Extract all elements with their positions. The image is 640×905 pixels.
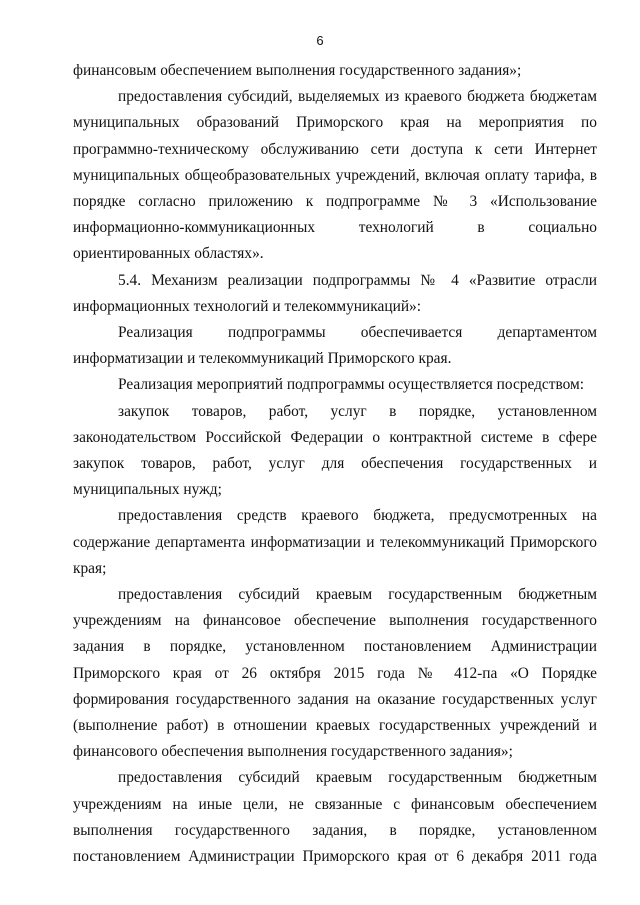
page-number: 6 xyxy=(316,33,324,48)
document-body xyxy=(73,58,597,870)
paragraph-subsidies-municipal: предоставления субсидий, выделяемых из краевого бюджета бюджетам муниципальных образований Приморского края на мероприятия по программно-техническому обслуживанию сети доступа к сети Интернет муниципальных общеобразовательных учреждений, включая оплату тарифа, в порядке согласно приложению к подпрограмме № 3 «Использование информационно-коммуникационных технологий в социально ориентированных областях». xyxy=(73,88,597,263)
paragraph-budget-funds: предоставления средств краевого бюджета, предусмотренных на содержание департамента информатизации и телекоммуникаций Приморского края; xyxy=(73,507,597,577)
paragraph-subsidies-state-task: предоставления субсидий краевым государственным бюджетным учреждениям на финансовое обеспечение выполнения государственного задания в порядке, установленном постановлением Администрации Приморского края от 26 октября 2015 года № 412-па «О Порядке формирования государственного задания на оказание государственных услуг (выполнение работ) в отношении краевых государственных учреждений и финансового обеспечения выполнения государственного задания»; xyxy=(73,586,597,761)
paragraph-subsidies-other-purposes: предоставления субсидий краевым государственным бюджетным учреждениям на иные цели, не связанные с финансовым обеспечением выполнения государственного задания, в порядке, установленном постановлением Администрации Приморского края от 6 декабря 2011 года xyxy=(73,769,597,866)
paragraph-implementation-means: Реализация мероприятий подпрограммы осуществляется посредством: xyxy=(118,376,585,394)
paragraph-section-5-4-heading: 5.4. Механизм реализации подпрограммы № 4 «Развитие отрасли информационных технологий и телекоммуникаций»: xyxy=(73,271,597,315)
paragraph-procurement: закупок товаров, работ, услуг в порядке, установленном законодательством Российской Федерации о контрактной системе в сфере закупок товаров, работ, услуг для обеспечения государственных и муниципальных нужд; xyxy=(73,402,597,499)
paragraph-implementation-department: Реализация подпрограммы обеспечивается департаментом информатизации и телекоммуникаций Приморского края. xyxy=(73,324,597,368)
paragraph-continuation: финансовым обеспечением выполнения государственного задания»; xyxy=(73,62,522,79)
